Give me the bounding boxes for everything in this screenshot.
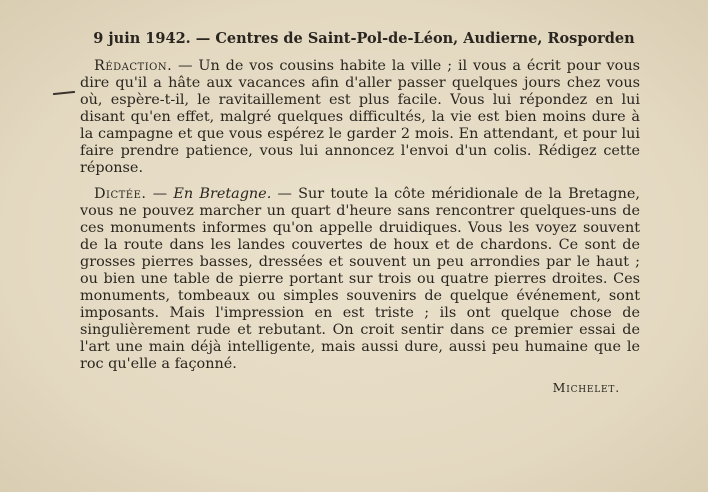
dictee-text: — Sur toute la côte méridionale de la Bretagne, vous ne pouvez marcher un quart d'heure sans rencontrer quelques-uns de ces monuments informes qu'on appelle druidiques. Vous les voyez souvent de la route dans les landes couvertes de houx et de chardons. Ce sont de grosses pierres basses, dressées et souvent un peu arrondies par le haut ; ou bien une table de pierre portant sur trois ou quatre pierres droites. Ces monuments, tombeaux ou simples souvenirs de quelque événement, sont imposants. Mais l'impression en est triste ; ils ont quelque chose de singulièrement rude et rebutant. On croit sentir dans ce premier essai de l'art une main déjà intelligente, mais aussi dure, aussi peu humaine que le roc qu'elle a façonné.	[80, 186, 640, 372]
dictee-paragraph	[80, 186, 640, 373]
dictee-title: En Bretagne.	[173, 186, 272, 202]
exam-date: 9 juin 1942.	[93, 30, 191, 47]
dictee-author: Michelet.	[552, 380, 620, 395]
redaction-label: Rédaction.	[94, 58, 173, 74]
exam-centres: — Centres de Saint-Pol-de-Léon, Audierne, Rosporden	[195, 30, 635, 47]
margin-mark	[53, 91, 75, 95]
redaction-text: — Un de vos cousins habite la ville ; il vous a écrit pour vous dire qu'il a hâte aux vacances afin d'aller passer quelques jours chez vous où, espère-t-il, le ravitaillement est plus facile. Vous lui répondez en lui disant qu'en effet, malgré quelques difficultés, la vie est bien moins dure à la campagne et que vous espérez le garder 2 mois. En attendant, et pour lui faire prendre patience, vous lui annoncez l'envoi d'un colis. Rédigez cette réponse.	[80, 58, 640, 176]
exam-heading	[80, 30, 640, 48]
dictee-separator: —	[146, 186, 174, 202]
redaction-paragraph	[80, 58, 640, 177]
dictee-label: Dictée.	[94, 186, 147, 202]
document-body	[80, 30, 640, 395]
